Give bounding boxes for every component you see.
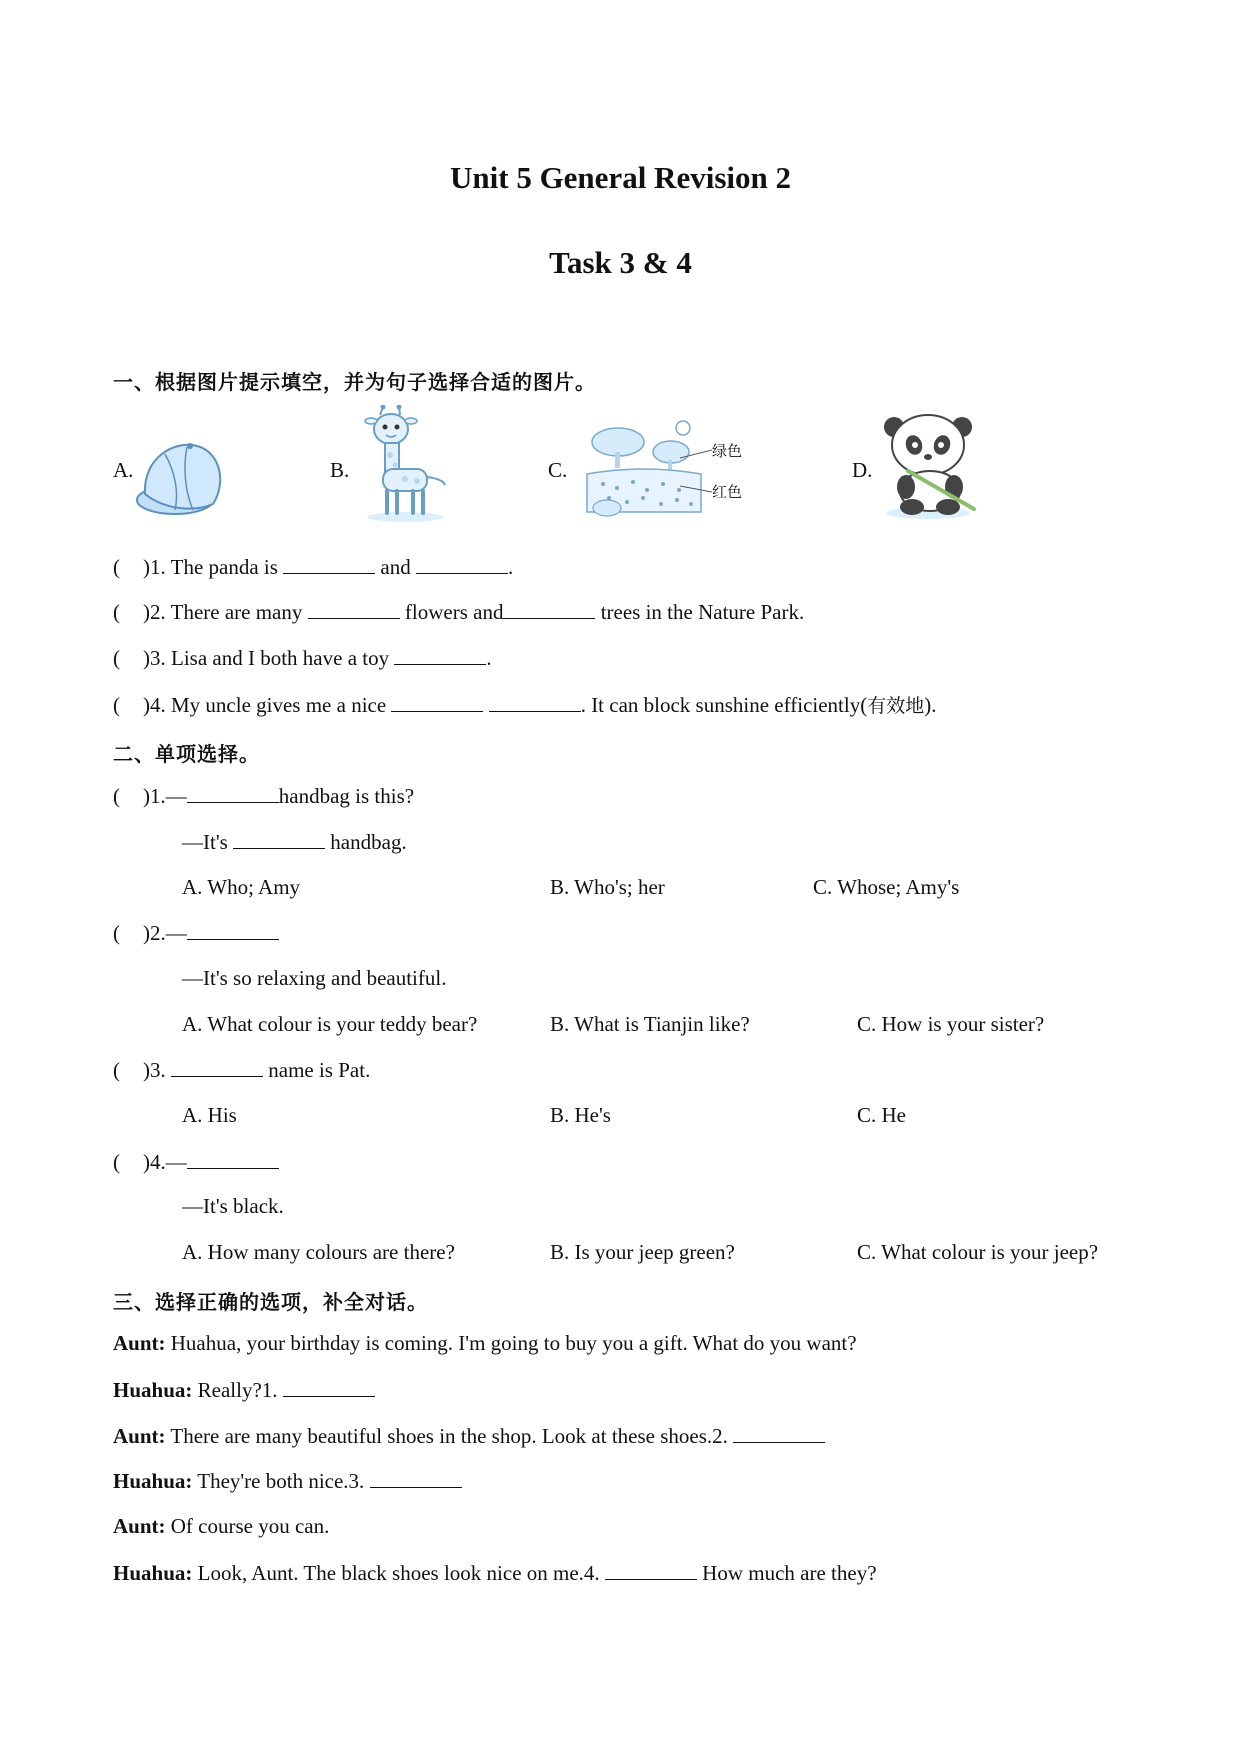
answer-blank[interactable] (394, 645, 486, 665)
answer-blank[interactable] (733, 1423, 825, 1443)
option-a[interactable]: A. How many colours are there? (182, 1240, 455, 1264)
s1-question-3: ( )3. Lisa and I both have a toy . (113, 646, 492, 670)
answer-blank[interactable] (503, 599, 595, 619)
dialogue-line-2: Huahua: Really?1. (113, 1377, 375, 1403)
option-c[interactable]: C. How is your sister? (857, 1012, 1045, 1036)
page-subtitle: Task 3 & 4 (549, 245, 692, 280)
s2-answer-2: —It's so relaxing and beautiful. (182, 966, 447, 990)
option-c[interactable]: C. What colour is your jeep? (857, 1240, 1099, 1264)
answer-blank[interactable] (416, 554, 508, 574)
answer-blank[interactable] (370, 1468, 462, 1488)
answer-blank[interactable] (391, 692, 483, 712)
s2-question-4: ( )4.— (113, 1149, 279, 1175)
option-b[interactable]: B. He's (550, 1103, 611, 1127)
picture-label-c: C. (548, 458, 568, 482)
s1-question-1: ( )1. The panda is and . (113, 555, 514, 579)
s1-question-4: ( )4. My uncle gives me a nice . It can block sunshine efficiently(有效地). (113, 693, 937, 717)
option-c[interactable]: C. He (857, 1103, 906, 1127)
answer-blank[interactable] (233, 829, 325, 849)
page-title: Unit 5 General Revision 2 (450, 160, 791, 195)
option-b[interactable]: B. Who's; her (550, 875, 665, 899)
dialogue-line-6: Huahua: Look, Aunt. The black shoes look nice on me.4. How much are they? (113, 1561, 877, 1585)
answer-blank[interactable] (187, 1149, 279, 1169)
answer-blank[interactable] (171, 1057, 263, 1077)
s2-answer-1: —It's handbag. (182, 830, 407, 854)
picture-label-a: A. (113, 458, 134, 482)
s2-question-3: ( )3. name is Pat. (113, 1058, 371, 1082)
section-3-heading: 三、选择正确的选项，补全对话。 (113, 1290, 428, 1314)
cap-icon (135, 432, 227, 522)
giraffe-icon (355, 405, 455, 523)
option-a[interactable]: A. What colour is your teddy bear? (182, 1012, 478, 1036)
answer-blank[interactable] (605, 1560, 697, 1580)
option-c[interactable]: C. Whose; Amy's (813, 875, 960, 899)
annotation-lines (680, 432, 712, 498)
dialogue-line-4: Huahua: They're both nice.3. (113, 1468, 462, 1494)
dialogue-line-1: Aunt: Huahua, your birthday is coming. I'm going to buy you a gift. What do you want? (113, 1331, 857, 1355)
option-a[interactable]: A. His (182, 1103, 237, 1127)
panda-icon (878, 405, 978, 520)
dialogue-line-5: Aunt: Of course you can. (113, 1514, 330, 1538)
option-b[interactable]: B. Is your jeep green? (550, 1240, 735, 1264)
s2-question-2: ( )2.— (113, 920, 279, 946)
section-2-heading: 二、单项选择。 (113, 742, 260, 766)
answer-blank[interactable] (187, 920, 279, 940)
section-1-heading: 一、根据图片提示填空，并为句子选择合适的图片。 (113, 370, 596, 394)
option-b[interactable]: B. What is Tianjin like? (550, 1012, 750, 1036)
answer-blank[interactable] (187, 783, 279, 803)
annotation-red: 红色 (712, 483, 743, 501)
answer-blank[interactable] (283, 554, 375, 574)
answer-blank[interactable] (283, 1377, 375, 1397)
s2-answer-4: —It's black. (182, 1194, 284, 1218)
s1-question-2: ( )2. There are many flowers and trees in the Nature Park. (113, 600, 805, 624)
s2-question-1: ( )1.— handbag is this? (113, 784, 415, 808)
annotation-green: 绿色 (712, 442, 743, 460)
picture-label-b: B. (330, 458, 350, 482)
answer-blank[interactable] (308, 599, 400, 619)
answer-blank[interactable] (489, 692, 581, 712)
option-a[interactable]: A. Who; Amy (182, 875, 301, 899)
picture-label-d: D. (852, 458, 873, 482)
dialogue-line-3: Aunt: There are many beautiful shoes in the shop. Look at these shoes.2. (113, 1423, 825, 1449)
